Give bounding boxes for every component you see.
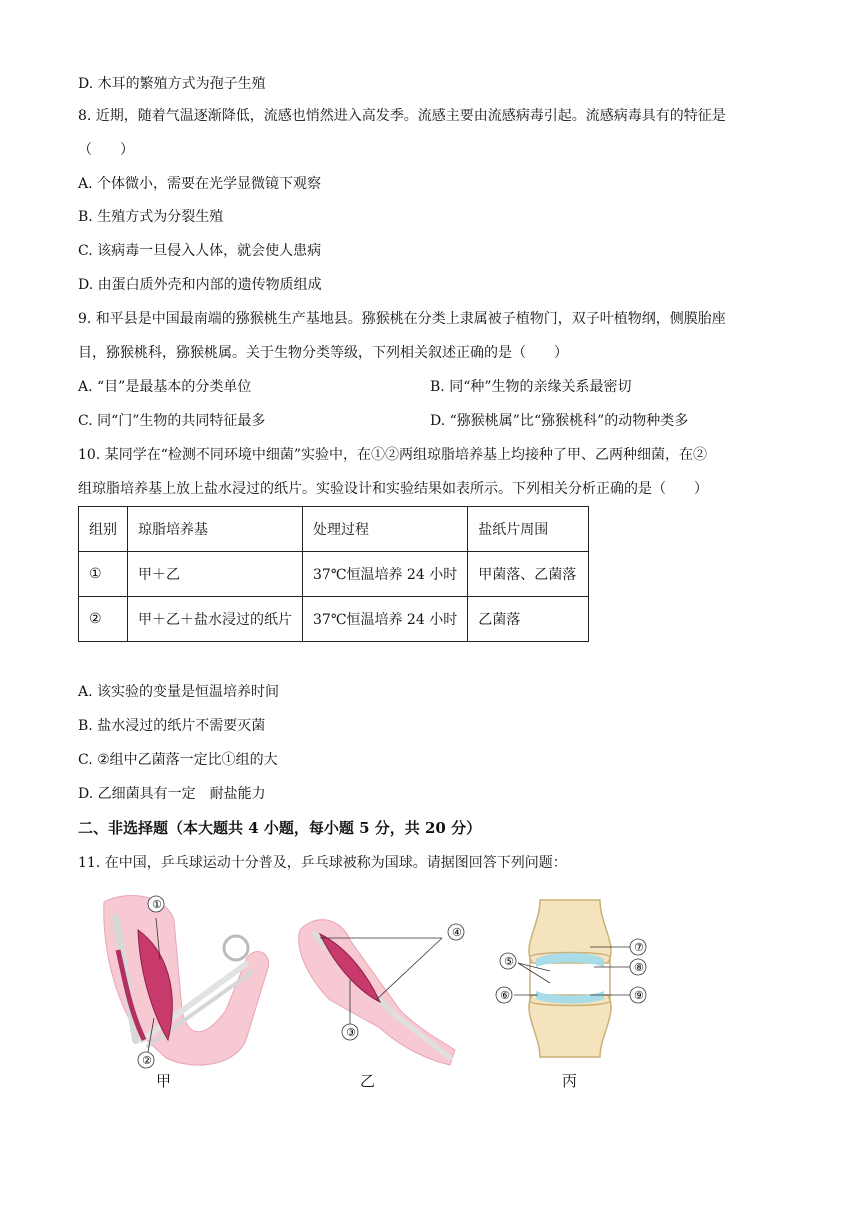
table-header: 处理过程 bbox=[303, 507, 468, 552]
q9-option-d: D. “猕猴桃属”比“猕猴桃科”的动物种类多 bbox=[430, 413, 689, 429]
q9-option-a: A. “目”是最基本的分类单位 bbox=[78, 379, 252, 395]
label-9: ⑨ bbox=[634, 989, 644, 1002]
table-cell: ① bbox=[79, 552, 128, 597]
q10-option-a: A. 该实验的变量是恒温培养时间 bbox=[78, 684, 280, 700]
label-5: ⑤ bbox=[504, 955, 514, 968]
table-cell: 甲菌落、乙菌落 bbox=[468, 552, 589, 597]
q8-option-d: D. 由蛋白质外壳和内部的遗传物质组成 bbox=[78, 277, 322, 293]
experiment-table bbox=[78, 506, 589, 642]
q8-option-b: B. 生殖方式为分裂生殖 bbox=[78, 209, 224, 225]
q9-option-b: B. 同“种”生物的亲缘关系最密切 bbox=[430, 379, 632, 395]
line-q7d: D. 木耳的繁殖方式为孢子生殖 bbox=[78, 76, 266, 92]
table-row bbox=[79, 552, 589, 597]
table-header: 琼脂培养基 bbox=[128, 507, 303, 552]
table-cell: 37℃恒温培养 24 小时 bbox=[303, 552, 468, 597]
q8-option-c: C. 该病毒一旦侵入人体，就会使人患病 bbox=[78, 243, 322, 259]
table-header: 组别 bbox=[79, 507, 128, 552]
question-11: 11. 在中国，乒乓球运动十分普及，乒乓球被称为国球。请据图回答下列问题： bbox=[78, 855, 567, 871]
arm-flexed-figure bbox=[96, 890, 286, 1080]
question-8: 8. 近期，随着气温逐渐降低，流感也悄然进入高发季。流感主要由流感病毒引起。流感病毒具有的特征是 bbox=[78, 108, 726, 124]
table-row bbox=[79, 597, 589, 642]
table-cell: 甲＋乙＋盐水浸过的纸片 bbox=[128, 597, 303, 642]
q10-option-b: B. 盐水浸过的纸片不需要灭菌 bbox=[78, 718, 266, 734]
table-header: 盐纸片周围 bbox=[468, 507, 589, 552]
question-9-cont: 目，猕猴桃科，猕猴桃属。关于生物分类等级，下列相关叙述正确的是（ ） bbox=[78, 345, 568, 361]
figure-caption-bing: 丙 bbox=[562, 1072, 578, 1090]
question-10: 10. 某同学在“检测不同环境中细菌”实验中，在①②两组琼脂培养基上均接种了甲、乙两种细菌，在② bbox=[78, 447, 708, 463]
label-3: ③ bbox=[346, 1026, 356, 1039]
table-cell: 甲＋乙 bbox=[128, 552, 303, 597]
label-1: ① bbox=[152, 898, 162, 911]
figure-caption-jia: 甲 bbox=[156, 1072, 172, 1090]
arm-extended-figure bbox=[290, 910, 480, 1070]
table-cell: ② bbox=[79, 597, 128, 642]
question-10-cont: 组琼脂培养基上放上盐水浸过的纸片。实验设计和实验结果如表所示。下列相关分析正确的是（ ） bbox=[78, 481, 708, 497]
table-cell: 乙菌落 bbox=[468, 597, 589, 642]
section-heading: 二、非选择题（本大题共 4 小题，每小题 5 分，共 20 分） bbox=[78, 819, 482, 837]
label-6: ⑥ bbox=[500, 989, 510, 1002]
q10-option-c: C. ②组中乙菌落一定比①组的大 bbox=[78, 752, 278, 768]
label-7: ⑦ bbox=[634, 941, 644, 954]
q10-option-d: D. 乙细菌具有一定 耐盐能力 bbox=[78, 786, 266, 802]
q9-option-c: C. 同“门”生物的共同特征最多 bbox=[78, 413, 266, 429]
joint-figure bbox=[490, 895, 670, 1060]
label-2: ② bbox=[142, 1054, 152, 1067]
label-8: ⑧ bbox=[634, 961, 644, 974]
question-8-bracket: （ ） bbox=[78, 142, 134, 158]
table-header-row bbox=[79, 507, 589, 552]
label-4: ④ bbox=[452, 926, 462, 939]
q8-option-a: A. 个体微小，需要在光学显微镜下观察 bbox=[78, 176, 322, 192]
question-9: 9. 和平县是中国最南端的猕猴桃生产基地县。猕猴桃在分类上隶属被子植物门，双子叶植物纲，侧膜胎座 bbox=[78, 311, 726, 327]
table-cell: 37℃恒温培养 24 小时 bbox=[303, 597, 468, 642]
figure-caption-yi: 乙 bbox=[360, 1072, 376, 1090]
